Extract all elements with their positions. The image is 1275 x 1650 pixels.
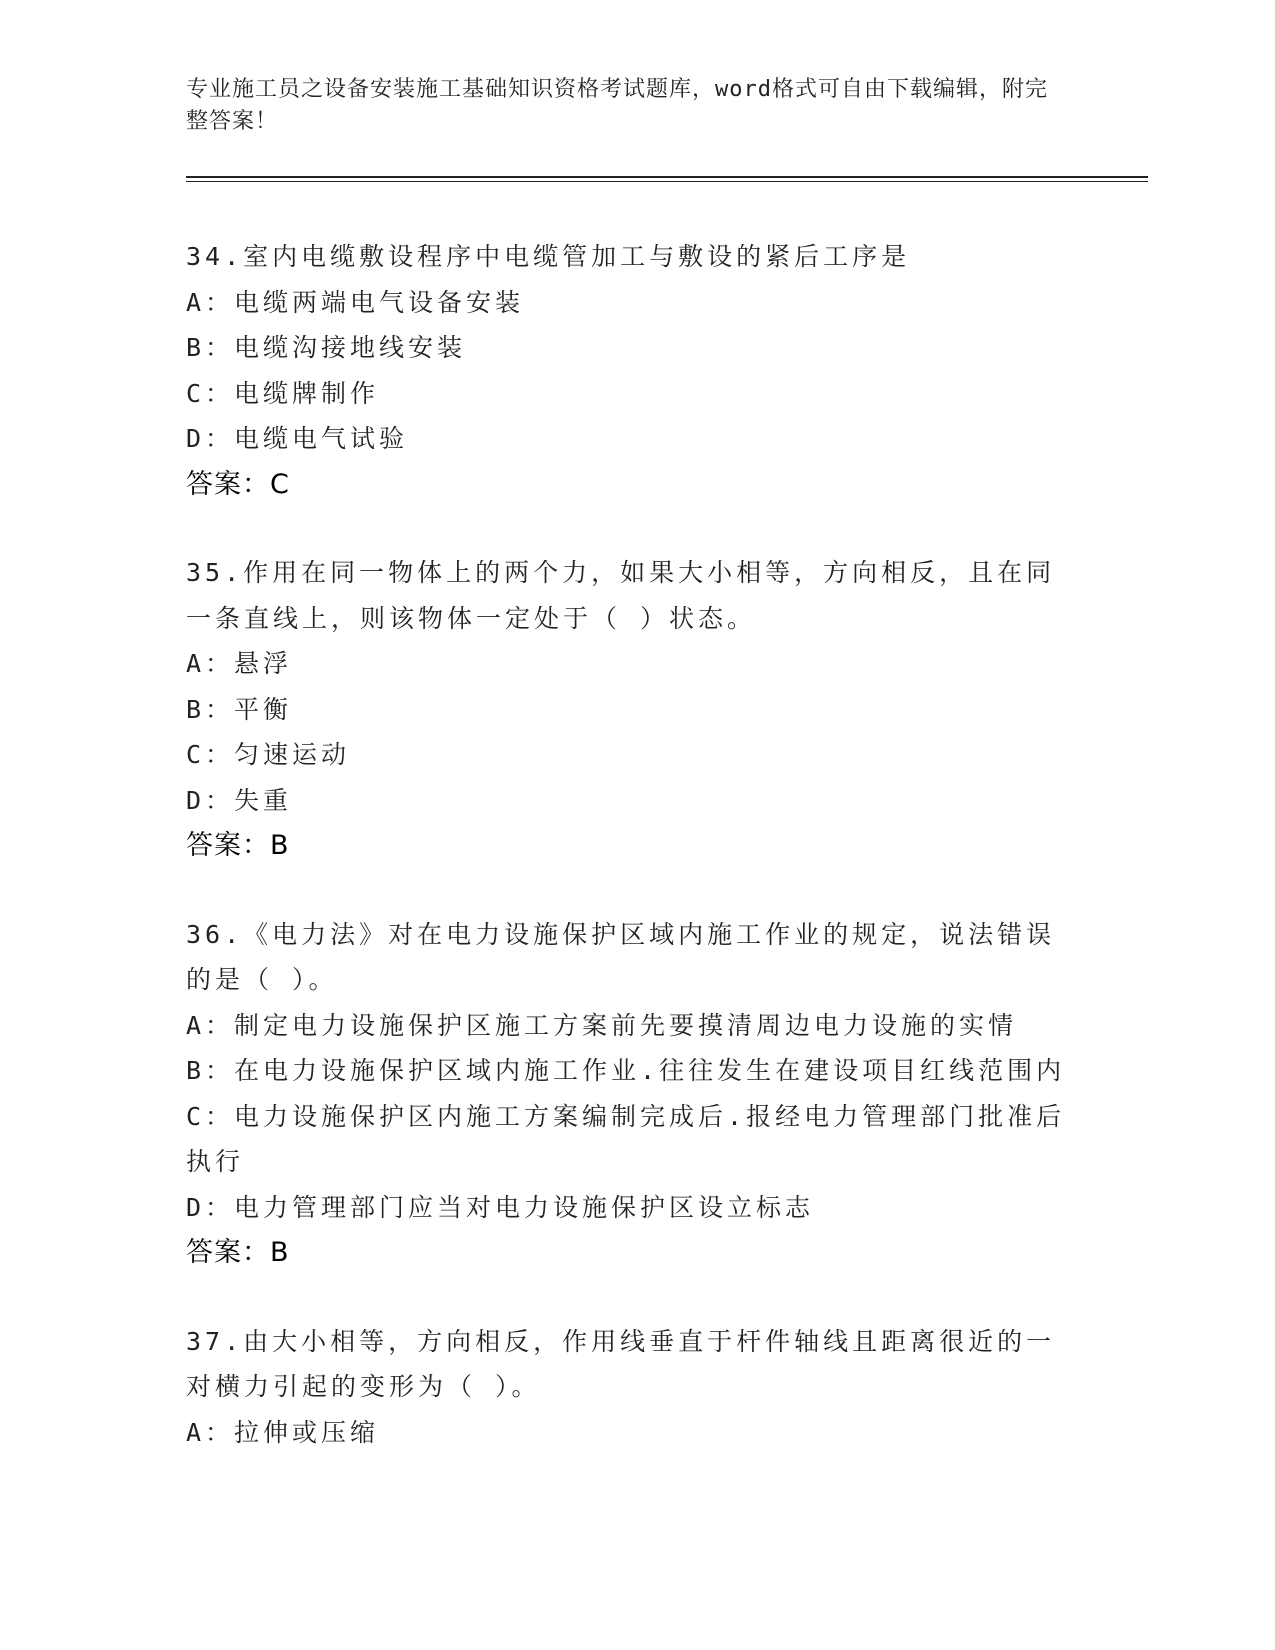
answer-label: 答案： [186,830,270,861]
question-list [186,234,1066,1498]
answer-line [186,1230,1066,1276]
question-stem: 34.室内电缆敷设程序中电缆管加工与敷设的紧后工序是 [186,242,911,271]
option-d: D：电缆电气试验 [186,424,409,453]
question-34 [186,234,1066,507]
question-stem: 37.由大小相等，方向相反，作用线垂直于杆件轴线且距离很近的一对横力引起的变形为（ ）。 [186,1326,1056,1401]
option-a: A：悬浮 [186,649,293,678]
header-divider [186,176,1148,182]
option-d: D：失重 [186,785,293,815]
question-stem: 35.作用在同一物体上的两个力，如果大小相等，方向相反，且在同一条直线上，则该物体一定处于（ ）状态。 [186,558,1056,633]
answer-value: B [270,1237,290,1268]
answer-label: 答案： [186,1237,270,1268]
option-b: B：在电力设施保护区域内施工作业.往往发生在建设项目红线范围内 [186,1056,1066,1085]
question-37 [186,1319,1066,1456]
question-35 [186,550,1066,869]
option-a: A：制定电力设施保护区施工方案前先要摸清周边电力设施的实情 [186,1010,1018,1040]
answer-value: C [270,468,290,500]
answer-value: B [270,830,290,861]
option-c: C：电力设施保护区内施工方案编制完成后.报经电力管理部门批准后执行 [186,1101,1066,1176]
answer-label: 答案： [186,468,270,500]
option-a: A：拉伸或压缩 [186,1417,380,1447]
question-36 [186,912,1066,1276]
option-d: D：电力管理部门应当对电力设施保护区设立标志 [186,1192,815,1222]
option-c: C：匀速运动 [186,740,351,769]
option-b: B：平衡 [186,694,293,724]
question-stem: 36.《电力法》对在电力设施保护区域内施工作业的规定，说法错误的是（ ）。 [186,919,1056,994]
option-b: B：电缆沟接地线安装 [186,333,467,362]
option-a: A：电缆两端电气设备安装 [186,287,525,317]
answer-line [186,823,1066,869]
header-text: 专业施工员之设备安装施工基础知识资格考试题库，word格式可自由下载编辑，附完整答案！ [186,77,1048,134]
option-c: C：电缆牌制作 [186,378,380,408]
answer-line [186,462,1066,508]
